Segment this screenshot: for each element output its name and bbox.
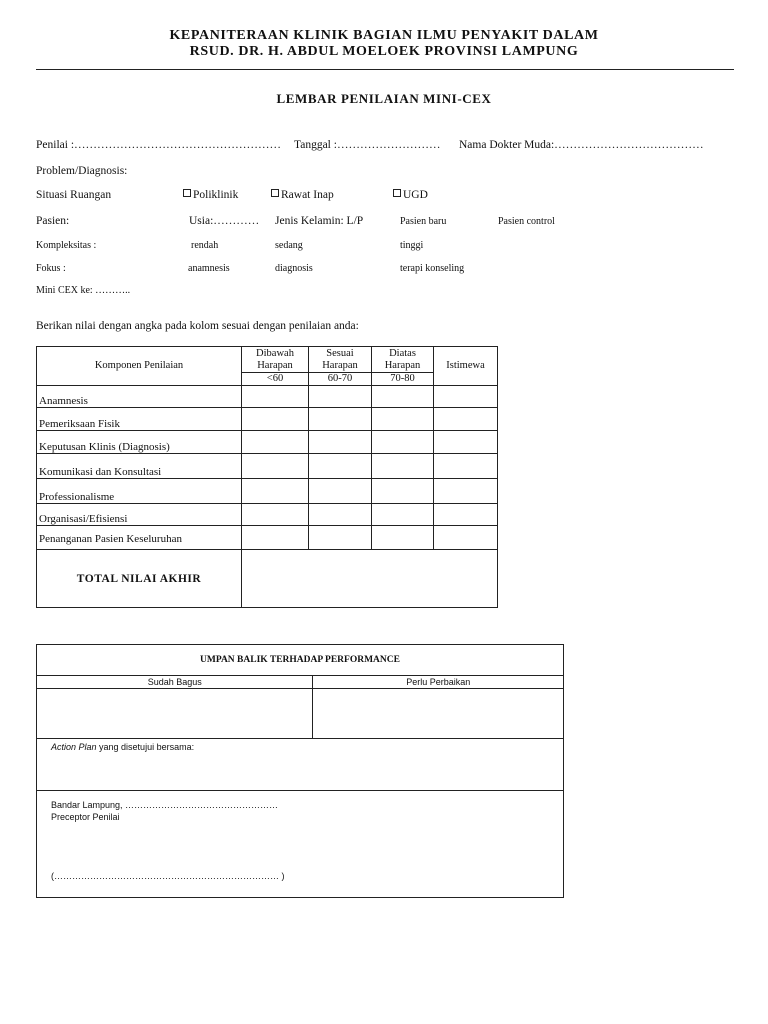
fokus-anamnesis[interactable]: anamnesis [188,263,230,274]
score-cell[interactable] [242,504,309,526]
range-60-70: 60-70 [309,373,372,386]
kompleksitas-tinggi[interactable]: tinggi [400,240,424,251]
score-cell[interactable] [309,504,372,526]
score-cell[interactable] [372,504,434,526]
score-cell[interactable] [242,431,309,454]
score-table [36,346,498,608]
score-cell[interactable] [242,454,309,479]
checkbox-icon[interactable] [271,189,279,197]
feedback-title: UMPAN BALIK TERHADAP PERFORMANCE [37,645,564,676]
score-cell[interactable] [309,386,372,408]
score-cell[interactable] [372,408,434,431]
score-cell[interactable] [372,386,434,408]
kompleksitas-rendah[interactable]: rendah [191,240,219,251]
component-header: Komponen Penilaian [37,347,242,386]
score-cell[interactable] [309,431,372,454]
component-organisasi: Organisasi/Efisiensi [37,504,242,526]
institution-name: KEPANITERAAN KLINIK BAGIAN ILMU PENYAKIT DALAM [169,28,599,43]
pasien-baru-option[interactable]: Pasien baru [400,216,447,227]
score-cell[interactable] [372,526,434,550]
score-cell[interactable] [372,454,434,479]
score-cell[interactable] [434,526,498,550]
col-header-sesuai: Sesuai Harapan [309,347,372,373]
perlu-perbaikan-area[interactable] [313,689,564,739]
score-cell[interactable] [309,526,372,550]
score-cell[interactable] [434,386,498,408]
score-cell[interactable] [242,408,309,431]
nama-dokter-field[interactable]: Nama Dokter Muda:………………………………… [459,139,704,151]
form-title: LEMBAR PENILAIAN MINI-CEX [276,91,492,106]
header-divider [36,69,734,70]
checkbox-ugd[interactable]: UGD [393,189,428,201]
score-cell[interactable] [434,408,498,431]
score-row [37,386,498,408]
place-date-field[interactable]: Bandar Lampung, …………………………………………… [51,800,279,810]
checkbox-poliklinik[interactable]: Poliklinik [183,189,238,201]
sudah-bagus-header: Sudah Bagus [37,676,313,689]
pasien-label: Pasien: [36,215,70,227]
score-row [37,504,498,526]
score-cell[interactable] [242,526,309,550]
score-cell[interactable] [434,504,498,526]
action-plan-label: Action Plan [51,742,97,752]
col-header-istimewa: Istimewa [434,347,498,386]
range-below-60: <60 [242,373,309,386]
feedback-box [36,644,564,898]
total-score-cell[interactable] [242,550,498,608]
score-cell[interactable] [372,431,434,454]
situasi-ruangan-label: Situasi Ruangan [36,189,112,201]
score-cell[interactable] [309,454,372,479]
col-header-dibawah: Dibawah Harapan [242,347,309,373]
fokus-diagnosis[interactable]: diagnosis [275,263,313,274]
kompleksitas-sedang[interactable]: sedang [275,240,303,251]
checkbox-icon[interactable] [393,189,401,197]
fokus-terapi-konseling[interactable]: terapi konseling [400,263,465,274]
score-cell[interactable] [309,479,372,504]
perlu-perbaikan-header: Perlu Perbaikan [313,676,564,689]
col-header-diatas: Diatas Harapan [372,347,434,373]
component-keputusan-klinis: Keputusan Klinis (Diagnosis) [37,431,242,454]
score-cell[interactable] [372,479,434,504]
score-cell[interactable] [434,479,498,504]
problem-diagnosis-field[interactable]: Problem/Diagnosis: [36,165,128,177]
hospital-name: RSUD. DR. H. ABDUL MOELOEK PROVINSI LAMPUNG [189,44,579,59]
usia-field[interactable]: Usia:………… [189,215,260,227]
pasien-control-option[interactable]: Pasien control [498,216,555,227]
kompleksitas-label: Kompleksitas : [36,240,97,251]
score-row [37,431,498,454]
score-cell[interactable] [434,431,498,454]
action-plan-desc: yang disetujui bersama: [96,742,195,752]
checkbox-rawat-inap[interactable]: Rawat Inap [271,189,334,201]
fokus-label: Fokus : [36,263,66,274]
action-plan-area[interactable] [37,739,564,791]
component-anamnesis: Anamnesis [37,386,242,408]
signature-area [37,791,564,898]
component-pemeriksaan-fisik: Pemeriksaan Fisik [37,408,242,431]
tanggal-field[interactable]: Tanggal :……………………… [294,139,441,151]
score-cell[interactable] [434,454,498,479]
checkbox-icon[interactable] [183,189,191,197]
preceptor-label: Preceptor Penilai [51,812,120,822]
score-row [37,454,498,479]
component-penanganan-pasien: Penanganan Pasien Keseluruhan [37,526,242,550]
range-70-80: 70-80 [372,373,434,386]
jenis-kelamin-field[interactable]: Jenis Kelamin: L/P [275,215,364,227]
score-cell[interactable] [242,479,309,504]
total-label: TOTAL NILAI AKHIR [37,550,242,608]
component-professionalisme: Professionalisme [37,479,242,504]
component-komunikasi: Komunikasi dan Konsultasi [37,454,242,479]
signature-line[interactable]: (………………………………………………………………… ) [51,871,285,881]
penilai-field[interactable]: Penilai :……………………………………………… [36,139,282,151]
sudah-bagus-area[interactable] [37,689,313,739]
score-cell[interactable] [242,386,309,408]
score-cell[interactable] [309,408,372,431]
score-row [37,526,498,550]
instruction-text: Berikan nilai dengan angka pada kolom sesuai dengan penilaian anda: [36,320,359,332]
score-row [37,479,498,504]
score-row [37,408,498,431]
mini-cex-ke-field[interactable]: Mini CEX ke: ……….. [36,285,131,296]
